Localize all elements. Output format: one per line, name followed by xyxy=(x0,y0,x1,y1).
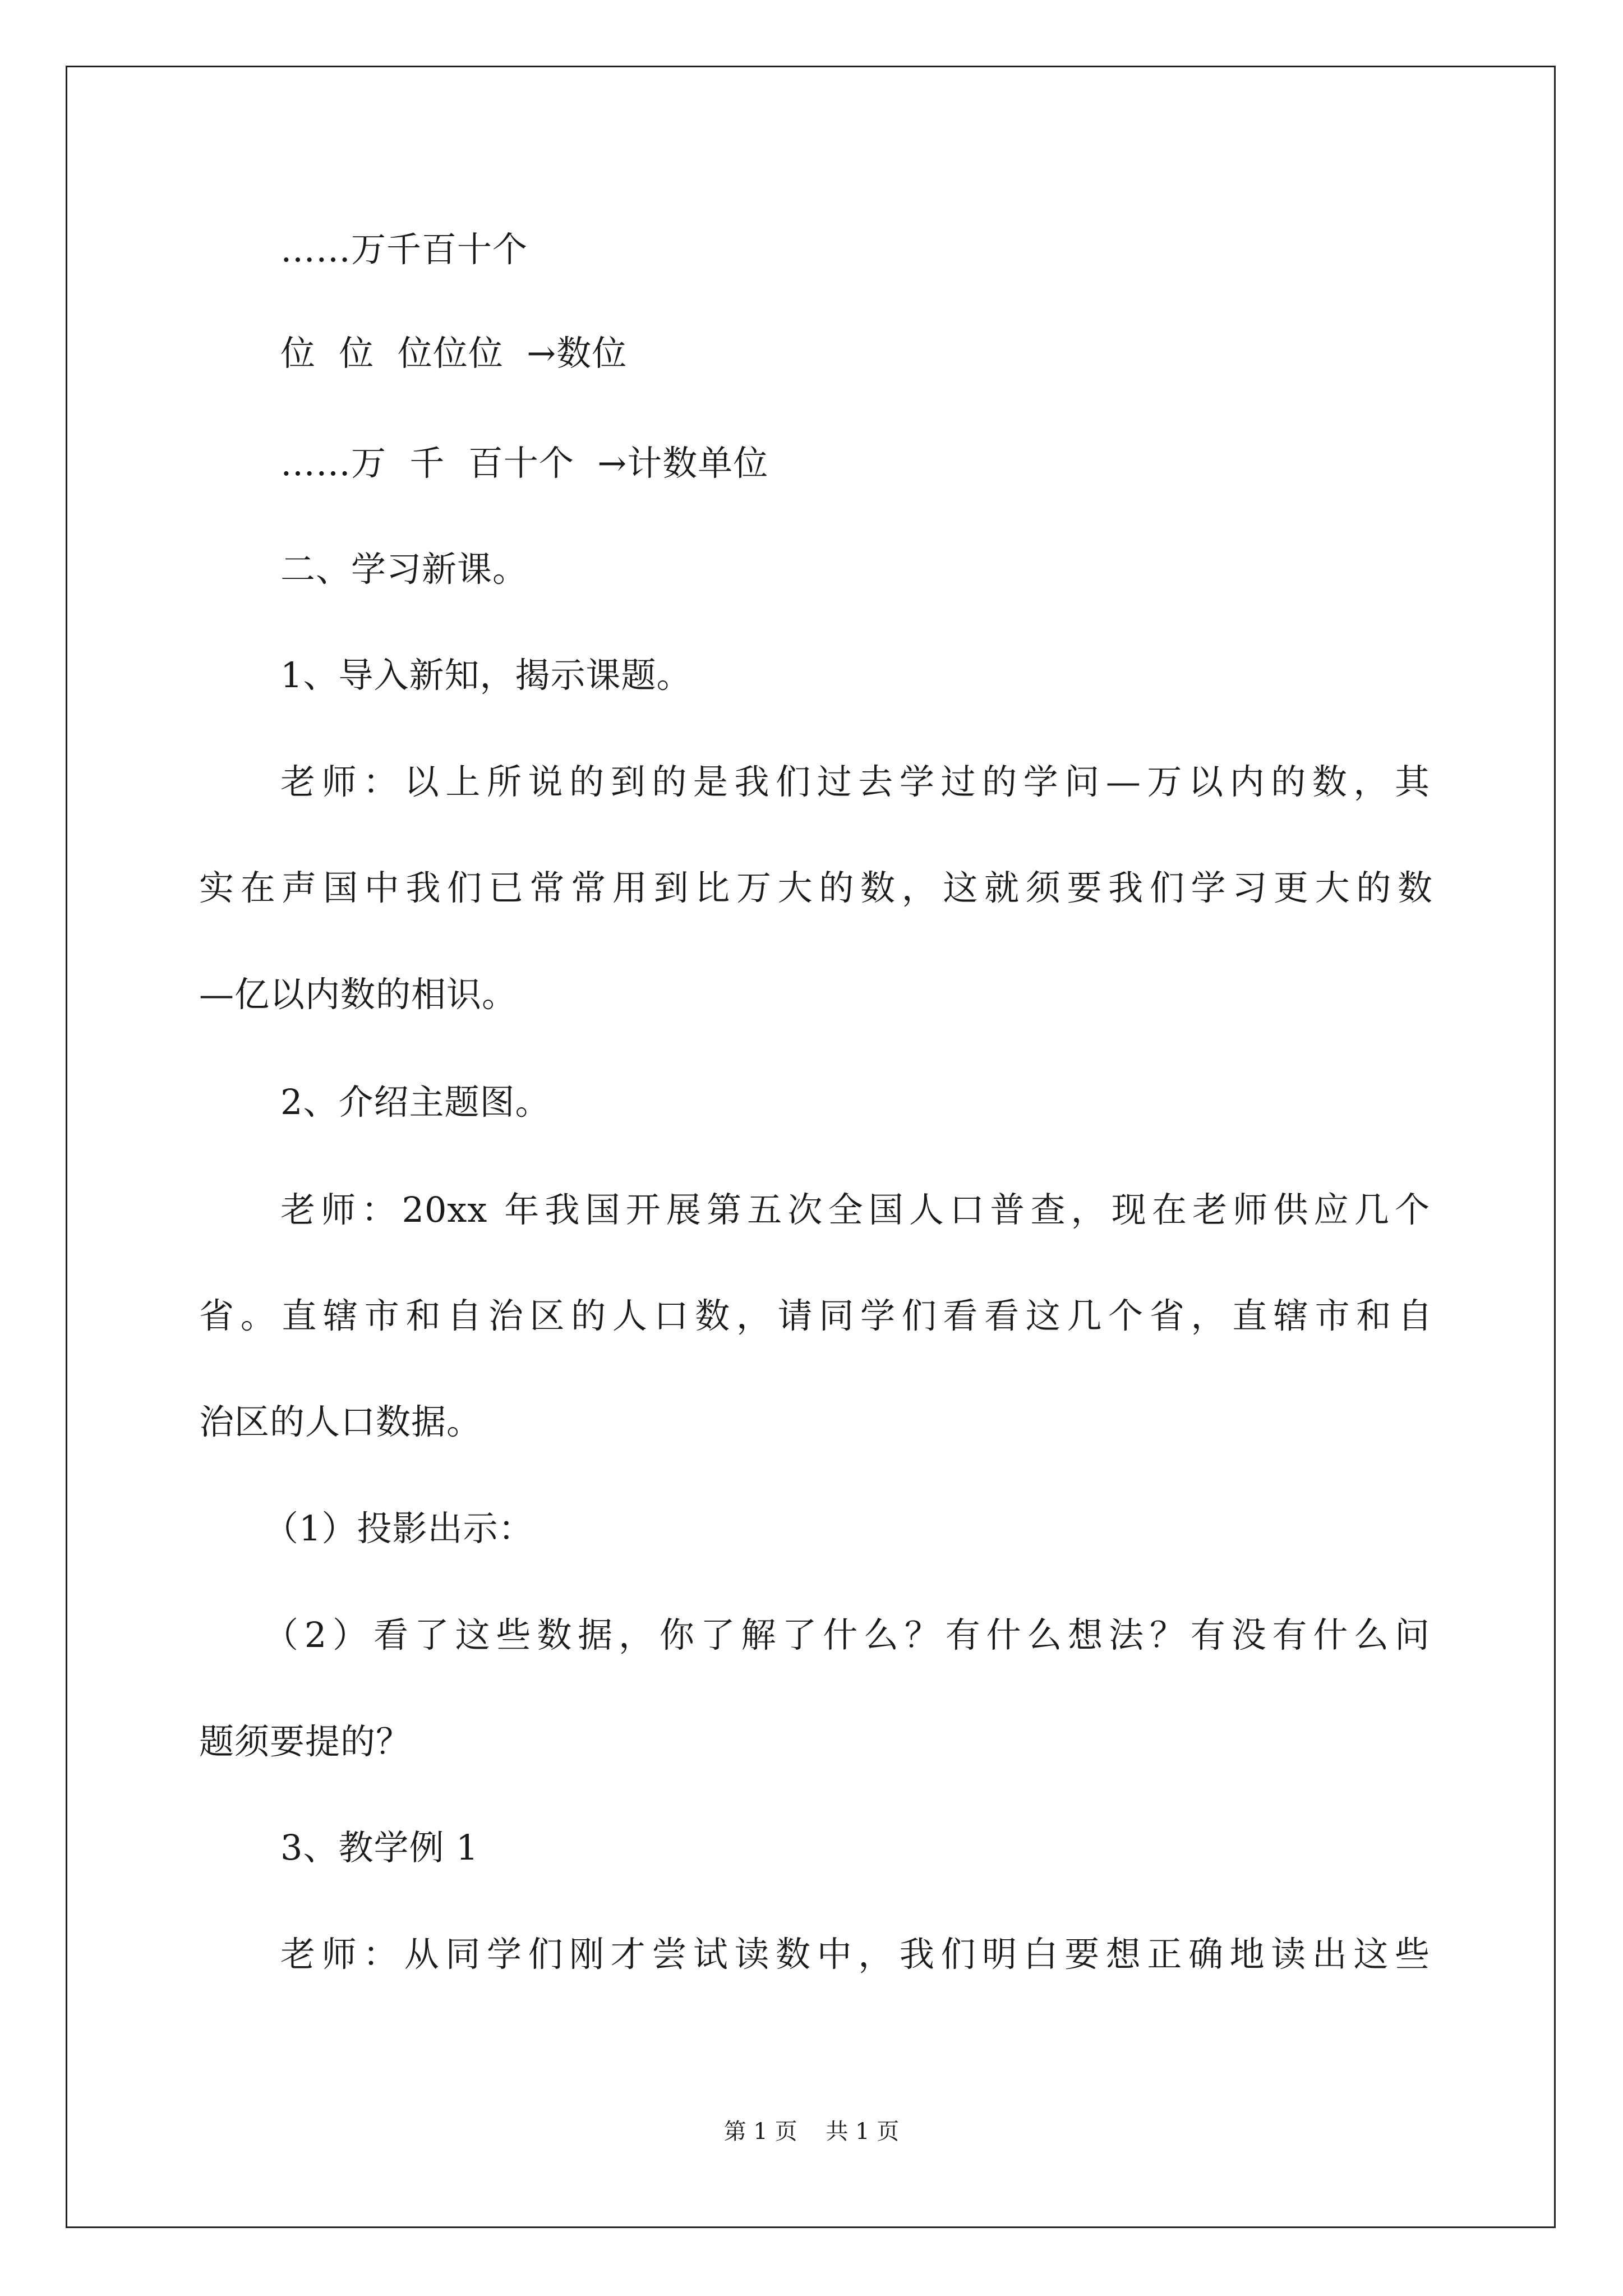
text-line: 老师：从同学们刚才尝试读数中，我们明白要想正确地读出这些 xyxy=(280,1934,1430,1975)
text-line: 省。直辖市和自治区的人口数，请同学们看看这几个省，直辖市和自 xyxy=(199,1295,1433,1336)
text-line: ……万 千 百十个 →计数单位 xyxy=(280,443,769,484)
subheading: 1、导入新知，揭示课题。 xyxy=(280,655,692,696)
page-footer: 第 1 页 共 1 页 xyxy=(723,2119,900,2145)
page-border xyxy=(66,66,1556,2228)
text-line: 题须要提的？ xyxy=(199,1721,412,1762)
subheading: 2、介绍主题图。 xyxy=(280,1082,551,1122)
text-line: （1）投影出示： xyxy=(264,1508,534,1549)
text-line: ……万千百十个 xyxy=(280,229,528,270)
text-line: 治区的人口数据。 xyxy=(199,1401,482,1442)
text-line: 老师：20xx 年我国开展第五次全国人口普查，现在老师供应几个 xyxy=(280,1189,1430,1230)
section-heading: 二、学习新课。 xyxy=(280,549,528,590)
text-line: 老师：以上所说的到的是我们过去学过的学问—万以内的数，其 xyxy=(280,761,1430,802)
subheading: 3、教学例 1 xyxy=(280,1827,479,1868)
text-line: （2）看了这些数据，你了解了什么？有什么想法？有没有什么问 xyxy=(264,1614,1430,1655)
text-line: 位 位 位位位 →数位 xyxy=(280,333,628,374)
text-line: —亿以内数的相识。 xyxy=(199,974,518,1015)
text-line: 实在声国中我们已常常用到比万大的数，这就须要我们学习更大的数 xyxy=(199,867,1433,908)
